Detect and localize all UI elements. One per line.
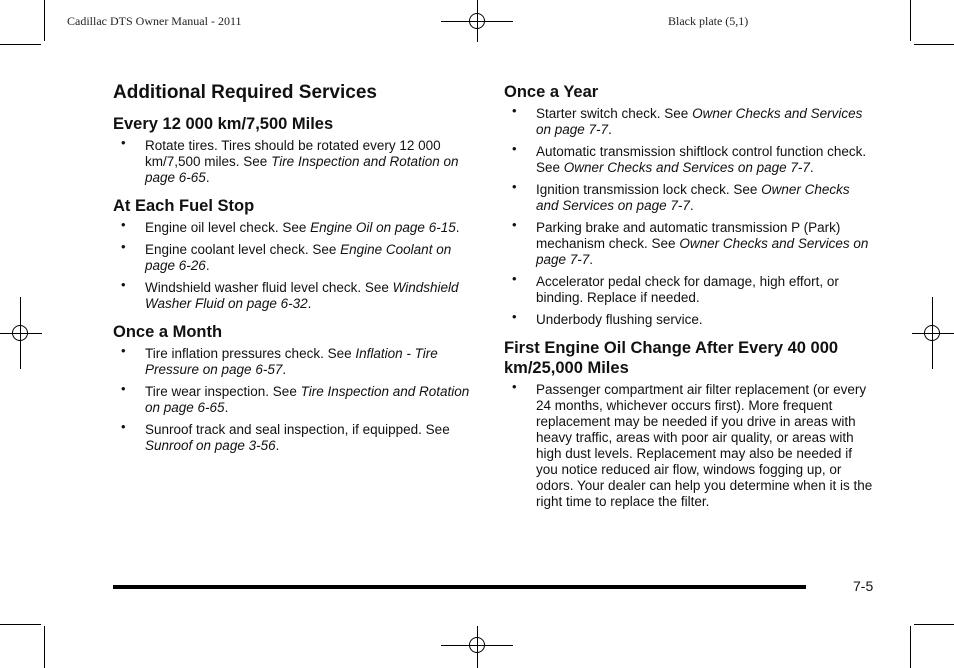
service-group-at-each-fuel-stop: [113, 196, 483, 312]
bullet-icon: •: [512, 103, 517, 118]
sentence-end: .: [205, 258, 210, 273]
interval-heading: Once a Year: [504, 83, 599, 101]
bullet-icon: •: [121, 381, 126, 396]
page-reference: Owner Checks and Services on page 7-7: [563, 160, 810, 175]
sentence-end: .: [689, 198, 694, 213]
service-text: Starter switch check. See: [536, 106, 693, 121]
page-reference: Owner Checks and Services on page 7-7: [536, 182, 850, 213]
service-list: [113, 217, 483, 312]
sentence-end: .: [275, 438, 280, 453]
service-group-once-a-year: [504, 82, 874, 328]
interval-heading: At Each Fuel Stop: [113, 197, 255, 215]
service-item: [113, 217, 483, 236]
page-reference: Engine Oil on page 6-15: [310, 220, 456, 235]
bullet-icon: •: [121, 135, 126, 150]
sentence-end: .: [224, 400, 229, 415]
service-list: [113, 135, 483, 186]
left-column: [113, 82, 483, 464]
sentence-end: .: [809, 160, 814, 175]
page-reference: Sunroof on page 3-56: [145, 438, 276, 453]
bullet-icon: •: [512, 179, 517, 194]
interval-heading: Every 12 000 km/7,500 Miles: [113, 115, 334, 133]
service-item: [504, 141, 874, 176]
service-text: Rotate tires. Tires should be rotated every 12 000 km/7,500 miles. See: [145, 138, 441, 169]
bullet-icon: •: [512, 141, 517, 156]
interval-heading: Once a Month: [113, 323, 223, 341]
service-item: [113, 277, 483, 312]
service-item: [113, 381, 483, 416]
service-text: Automatic transmission shiftlock control function check. See: [536, 144, 867, 175]
bullet-icon: •: [121, 217, 126, 232]
service-text: Accelerator pedal check for damage, high effort, or binding. Replace if needed.: [536, 274, 839, 305]
sentence-end: .: [307, 296, 312, 311]
service-text: Parking brake and automatic transmission P (Park) mechanism check. See: [536, 220, 841, 251]
bullet-icon: •: [121, 343, 126, 358]
service-list: [504, 379, 874, 510]
interval-heading: First Engine Oil Change After Every 40 000 km/25,000 Miles: [504, 339, 839, 377]
sentence-end: .: [205, 170, 210, 185]
service-item: [504, 217, 874, 268]
service-text: Passenger compartment air filter replacement (or every 24 months, whichever occurs first). More frequent replacement may be needed if you drive in areas with heavy traffic, areas with poor air quality, or areas with high dust levels. Replacement may also be needed if you notice reduced air flow, windows fogging up, or odors. Your dealer can help you determine when it is the right time to replace the filter.: [536, 382, 873, 509]
page-reference: Owner Checks and Services on page 7-7: [536, 106, 863, 137]
service-text: Underbody flushing service.: [536, 312, 703, 327]
header-title: Cadillac DTS Owner Manual - 2011: [67, 14, 242, 28]
service-text: Engine oil level check. See: [145, 220, 311, 235]
bullet-icon: •: [512, 309, 517, 324]
right-column: [504, 82, 874, 520]
service-item: [113, 419, 483, 454]
service-group-first-engine-oil-change-after-every-40-000-km-25-000-miles: [504, 338, 874, 510]
service-item: [504, 103, 874, 138]
page-reference: Engine Coolant on page 6-26: [145, 242, 452, 273]
service-list: [504, 103, 874, 328]
service-group-once-a-month: [113, 322, 483, 454]
service-text: Tire wear inspection. See: [145, 384, 301, 399]
sentence-end: .: [589, 252, 594, 267]
service-list: [113, 343, 483, 454]
service-item: [504, 179, 874, 214]
section-title: Additional Required Services: [113, 82, 377, 103]
right-groups: [504, 82, 874, 510]
page-reference: Tire Inspection and Rotation on page 6-65: [145, 154, 459, 185]
service-item: [113, 135, 483, 186]
bullet-icon: •: [121, 277, 126, 292]
page-reference: Owner Checks and Services on page 7-7: [536, 236, 869, 267]
service-item: [113, 343, 483, 378]
page-number: 7-5: [853, 578, 874, 594]
service-text: Engine coolant level check. See: [145, 242, 341, 257]
service-text: Tire inflation pressures check. See: [145, 346, 356, 361]
service-text: Windshield washer fluid level check. See: [145, 280, 393, 295]
header-plate: Black plate (5,1): [668, 14, 749, 28]
service-item: [504, 379, 874, 510]
service-item: [113, 239, 483, 274]
footer-rule: [113, 585, 806, 589]
page-reference: Tire Inspection and Rotation on page 6-65: [145, 384, 470, 415]
sentence-end: .: [282, 362, 287, 377]
sentence-end: .: [608, 122, 612, 137]
service-text: Ignition transmission lock check. See: [536, 182, 762, 197]
page-reference: Inflation - Tire Pressure on page 6-57: [145, 346, 438, 377]
service-group-every-12-000-km-7-500-miles: [113, 114, 483, 186]
bullet-icon: •: [512, 217, 517, 232]
bullet-icon: •: [121, 239, 126, 254]
bullet-icon: •: [512, 271, 517, 286]
bullet-icon: •: [121, 419, 126, 434]
page-reference: Windshield Washer Fluid on page 6-32: [145, 280, 459, 311]
left-groups: [113, 114, 483, 454]
service-item: [504, 309, 874, 328]
service-text: Sunroof track and seal inspection, if equipped. See: [145, 422, 450, 437]
sentence-end: .: [455, 220, 460, 235]
service-item: [504, 271, 874, 306]
bullet-icon: •: [512, 379, 517, 394]
